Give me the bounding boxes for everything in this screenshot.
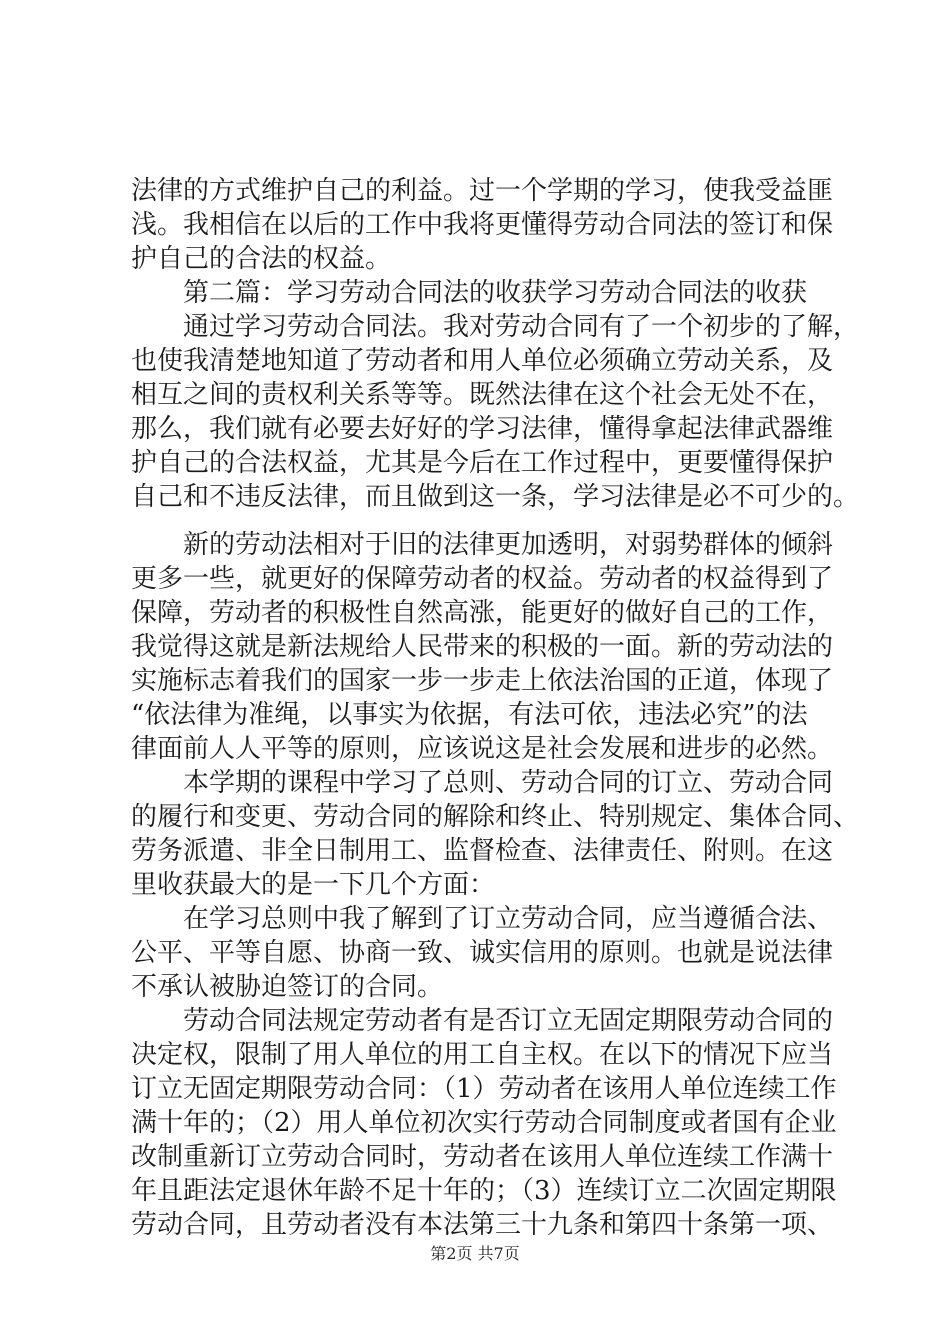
paragraph-line: 自己和不违反法律，而且做到这一条，学习法律是必不可少的。 [131,482,860,512]
paragraph-line: 律面前人人平等的原则，应该说这是社会发展和进步的必然。 [131,734,834,764]
paragraph-line: 浅。我相信在以后的工作中我将更懂得劳动合同法的签订和保 [131,210,834,240]
paragraph-line: 订立无固定期限劳动合同：（1）劳动者在该用人单位连续工作 [131,1074,837,1104]
paragraph-line: 保障，劳动者的积极性自然高涨，能更好的做好自己的工作， [131,598,834,628]
paragraph-line: 我觉得这就是新法规给人民带来的积极的一面。新的劳动法的 [131,632,834,662]
paragraph-line: “依法律为准绳，以事实为依据，有法可依，违法必究”的法 [131,700,808,730]
paragraph-line: 本学期的课程中学习了总则、劳动合同的订立、劳动合同 [183,768,834,798]
paragraph-line: 的履行和变更、劳动合同的解除和终止、特别规定、集体合同、 [131,802,860,832]
paragraph-line: 在学习总则中我了解到了订立劳动合同，应当遵循合法、 [183,904,834,934]
paragraph-line: 那么，我们就有必要去好好的学习法律，懂得拿起法律武器维 [131,414,834,444]
paragraph-line: 也使我清楚地知道了劳动者和用人单位必须确立劳动关系，及 [131,346,834,376]
paragraph-line: 里收获最大的是一下几个方面： [131,870,496,900]
paragraph-line: 决定权，限制了用人单位的用工自主权。在以下的情况下应当 [131,1040,834,1070]
paragraph-line: 劳动合同，且劳动者没有本法第三十九条和第四十条第一项、 [131,1210,834,1240]
paragraph-line: 新的劳动法相对于旧的法律更加透明，对弱势群体的倾斜 [183,530,834,560]
paragraph-line: 年且距法定退休年龄不足十年的；（3）连续订立二次固定期限 [131,1176,837,1206]
paragraph-line: 护自己的合法的权益。 [131,244,392,274]
paragraph-line: 不承认被胁迫签订的合同。 [131,972,444,1002]
paragraph-line: 改制重新订立劳动合同时，劳动者在该用人单位连续工作满十 [131,1142,834,1172]
paragraph-line: 通过学习劳动合同法。我对劳动合同有了一个初步的了解， [183,312,860,342]
paragraph-line: 劳务派遣、非全日制用工、监督检查、法律责任、附则。在这 [131,836,834,866]
paragraph-line: 公平、平等自愿、协商一致、诚实信用的原则。也就是说法律 [131,938,834,968]
paragraph-line: 更多一些，就更好的保障劳动者的权益。劳动者的权益得到了 [131,564,834,594]
section-heading: 第二篇：学习劳动合同法的收获学习劳动合同法的收获 [183,278,808,308]
paragraph-line: 劳动合同法规定劳动者有是否订立无固定期限劳动合同的 [183,1006,834,1036]
paragraph-line: 实施标志着我们的国家一步一步走上依法治国的正道，体现了 [131,666,834,696]
page-number-footer: 第2页 共7页 [430,1244,520,1263]
paragraph-line: 护自己的合法权益，尤其是今后在工作过程中，更要懂得保护 [131,448,834,478]
paragraph-line: 满十年的；（2）用人单位初次实行劳动合同制度或者国有企业 [131,1108,837,1138]
paragraph-line: 法律的方式维护自己的利益。过一个学期的学习，使我受益匪 [131,176,834,206]
paragraph-line: 相互之间的责权利关系等等。既然法律在这个社会无处不在， [131,380,834,410]
